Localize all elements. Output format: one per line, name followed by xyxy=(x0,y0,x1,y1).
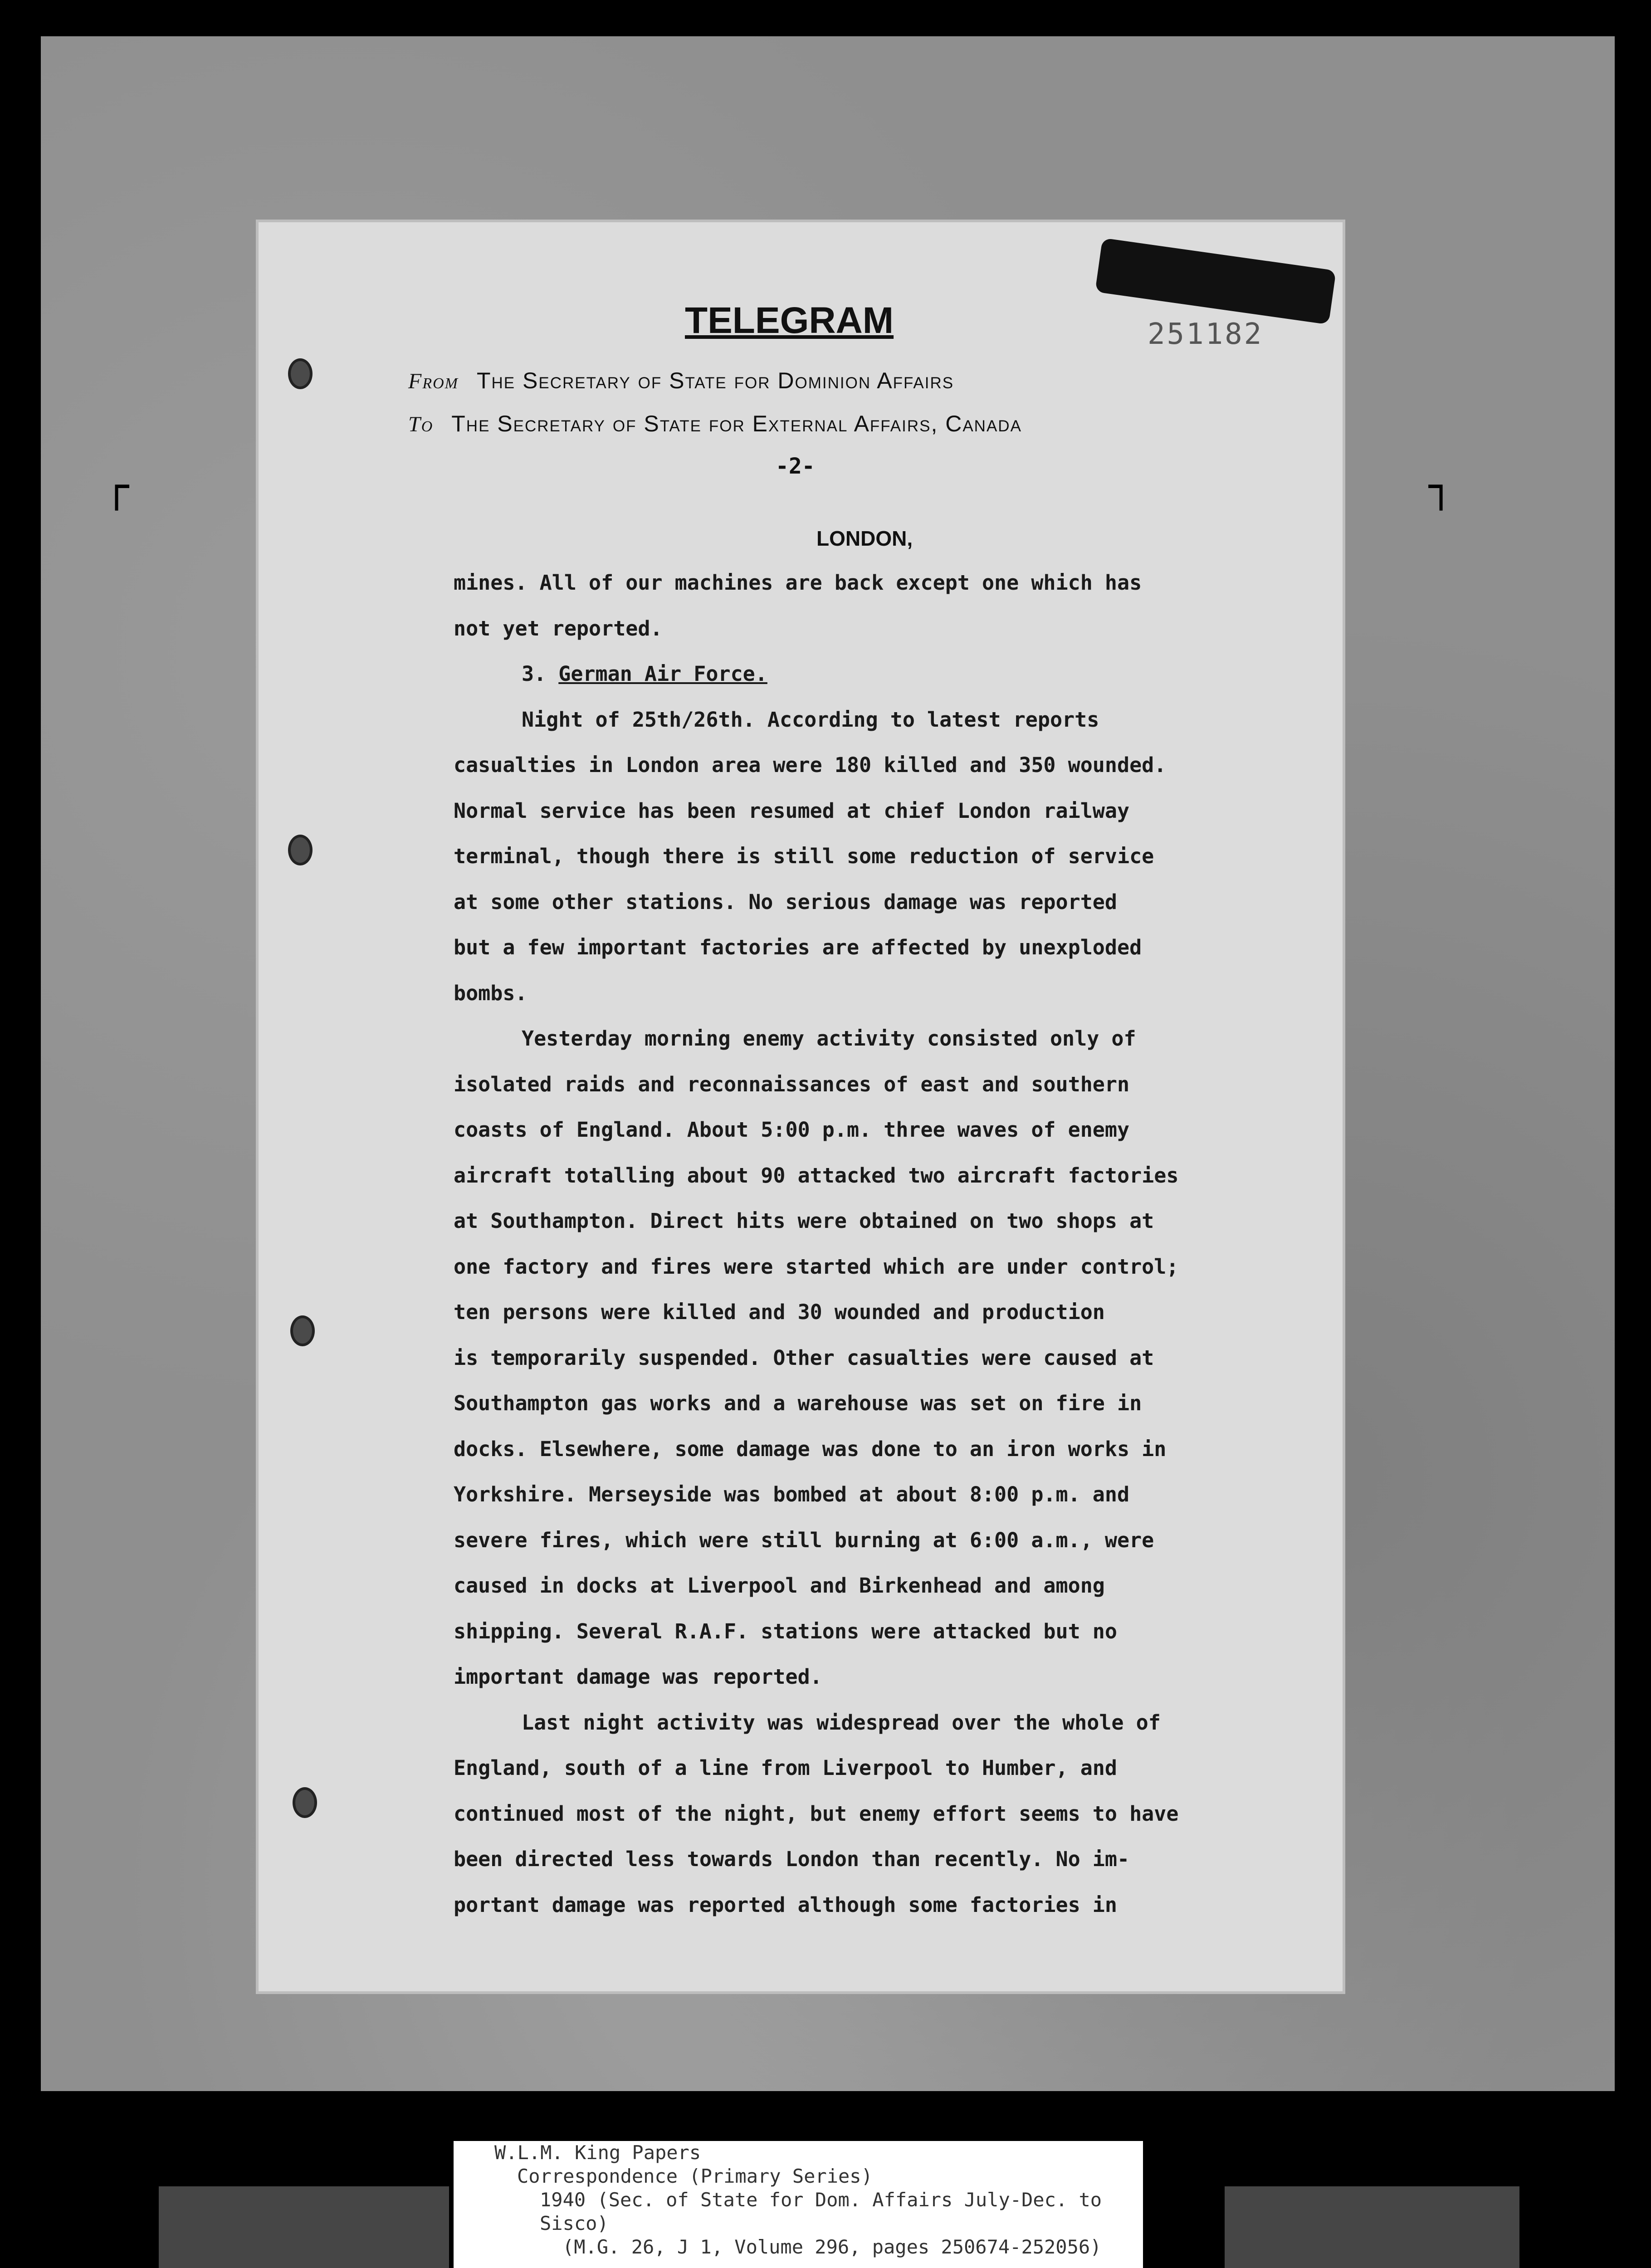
to-value: The Secretary of State for External Affairs, Canada xyxy=(451,411,1022,436)
body-line: important damage was reported. xyxy=(454,1665,822,1689)
caption-line: (M.G. 26, J 1, Volume 296, pages 250674-252056) xyxy=(562,2236,1102,2258)
section-heading-title: German Air Force. xyxy=(558,662,767,686)
body-line: portant damage was reported although some factories in xyxy=(454,1892,1117,1917)
from-value: The Secretary of State for Dominion Affairs xyxy=(476,368,954,393)
body-line: coasts of England. About 5:00 p.m. three waves of enemy xyxy=(454,1118,1130,1142)
section-heading-text: 3. German Air Force. xyxy=(522,662,767,686)
body-line: England, south of a line from Liverpool to Humber, and xyxy=(454,1756,1117,1780)
body-line: terminal, though there is still some reduction of service xyxy=(454,844,1154,868)
corner-mark-top-left: ┌ xyxy=(104,463,129,510)
to-line xyxy=(408,411,1022,437)
from-line xyxy=(408,367,954,394)
tape-strip-left xyxy=(159,2186,449,2268)
archive-caption-label xyxy=(454,2141,1143,2268)
body-line: isolated raids and reconnaissances of east and southern xyxy=(454,1072,1130,1096)
punch-hole-1 xyxy=(288,358,313,389)
body-line: is temporarily suspended. Other casualties were caused at xyxy=(454,1345,1154,1370)
body-line: Yorkshire. Merseyside was bombed at about 8:00 p.m. and xyxy=(454,1482,1130,1506)
caption-line: 1940 (Sec. of State for Dom. Affairs July-Dec. to xyxy=(540,2189,1102,2211)
from-label: From xyxy=(408,369,459,393)
page-number: -2- xyxy=(776,454,815,479)
body-line: Yesterday morning enemy activity consisted only of xyxy=(522,1026,1136,1051)
body-line: but a few important factories are affected by unexploded xyxy=(454,935,1142,959)
body-line: aircraft totalling about 90 attacked two aircraft factories xyxy=(454,1163,1179,1188)
caption-line: Sisco) xyxy=(540,2212,609,2234)
to-label: To xyxy=(408,412,434,436)
caption-line: Correspondence (Primary Series) xyxy=(517,2165,873,2187)
body-line: casualties in London area were 180 killed and 350 wounded. xyxy=(454,753,1167,777)
punch-hole-3 xyxy=(290,1315,315,1346)
punch-hole-2 xyxy=(288,835,313,865)
corner-mark-bottom-right: ┘ xyxy=(1429,2150,1454,2198)
body-line: Normal service has been resumed at chief London railway xyxy=(454,798,1130,823)
body-line: continued most of the night, but enemy effort seems to have xyxy=(454,1801,1179,1826)
section-heading xyxy=(454,651,1284,697)
body-line: Last night activity was widespread over the whole of xyxy=(522,1710,1161,1735)
body-line: not yet reported. xyxy=(454,616,663,640)
body-line: shipping. Several R.A.F. stations were attacked but no xyxy=(454,1619,1117,1643)
body-line: Southampton gas works and a warehouse was set on fire in xyxy=(454,1391,1142,1415)
body-line: Night of 25th/26th. According to latest reports xyxy=(522,707,1099,732)
body-line: caused in docks at Liverpool and Birkenhead and among xyxy=(454,1574,1105,1598)
corner-mark-top-right: ┐ xyxy=(1429,463,1454,510)
body-line: severe fires, which were still burning at 6:00 a.m., were xyxy=(454,1528,1154,1552)
place-line: LONDON, xyxy=(816,527,913,550)
body-line: mines. All of our machines are back except one which has xyxy=(454,571,1142,595)
telegram-title: TELEGRAM xyxy=(685,300,894,341)
caption-line: W.L.M. King Papers xyxy=(494,2141,701,2164)
body-line: ten persons were killed and 30 wounded and production xyxy=(454,1300,1105,1324)
tape-strip-right xyxy=(1225,2186,1519,2268)
body-line: docks. Elsewhere, some damage was done to an iron works in xyxy=(454,1437,1167,1461)
body-line: bombs. xyxy=(454,981,528,1005)
body-line: at some other stations. No serious damage was reported xyxy=(454,890,1117,914)
punch-hole-4 xyxy=(293,1787,317,1818)
telegram-body xyxy=(454,560,1284,1928)
corner-mark-bottom-left: └ xyxy=(104,2150,129,2198)
body-line: at Southampton. Direct hits were obtained on two shops at xyxy=(454,1209,1154,1233)
body-line: been directed less towards London than recently. No im- xyxy=(454,1847,1130,1871)
body-line: one factory and fires were started which are under control; xyxy=(454,1254,1179,1279)
document-number-stamp: 251182 xyxy=(1148,318,1264,351)
